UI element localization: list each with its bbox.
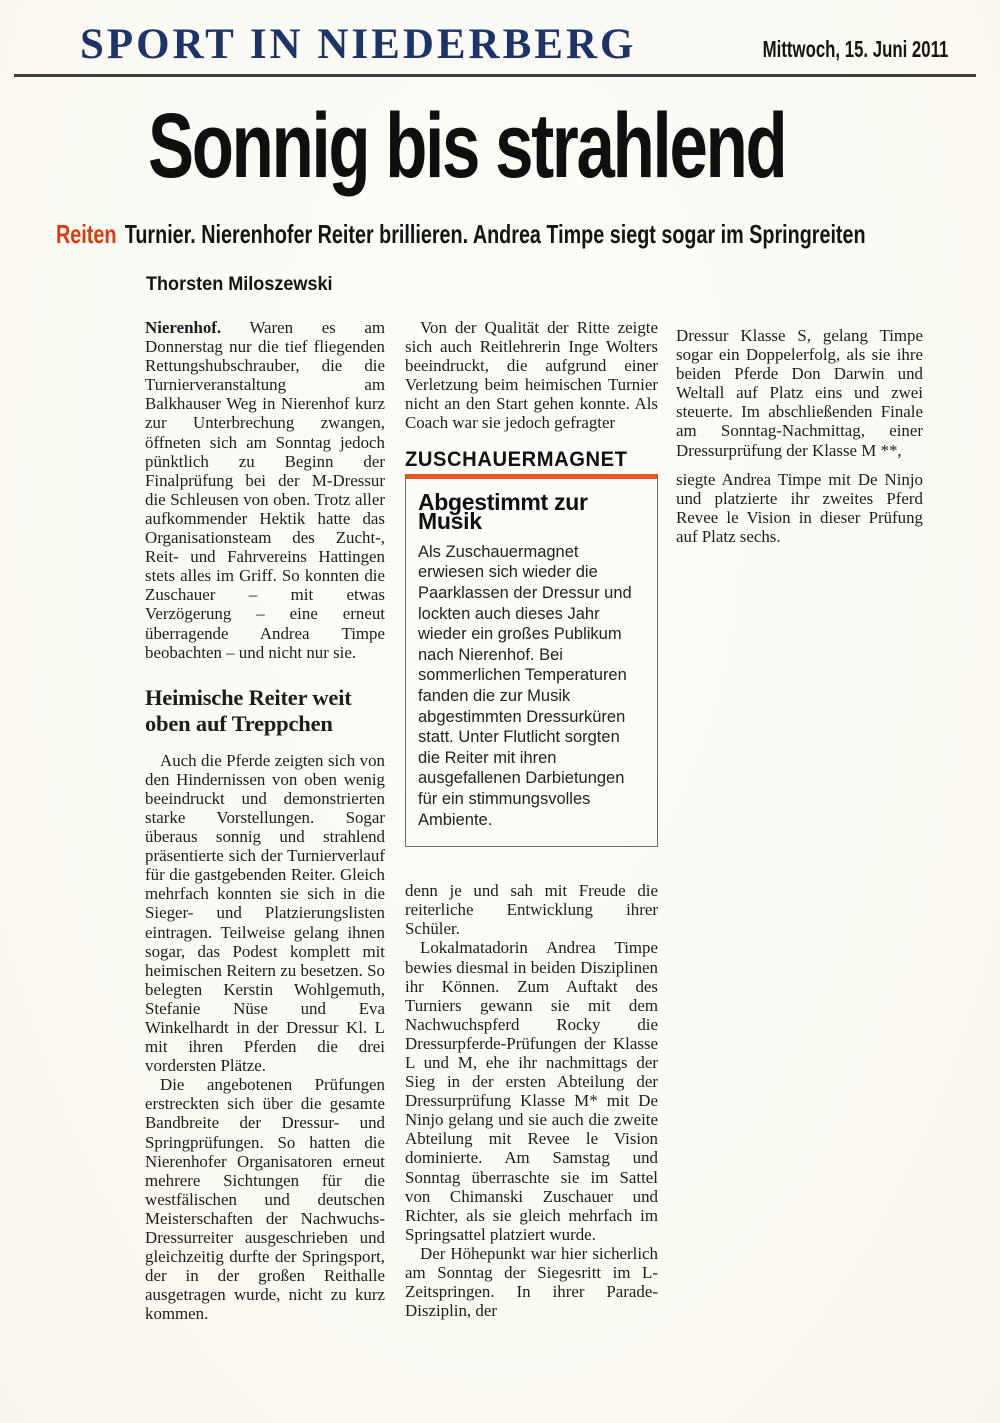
kicker-category: Reiten xyxy=(56,219,117,249)
article-paragraph: Lokalmatadorin Andrea Timpe bewies diesmal in beiden Disziplinen ihr Können. Zum Auftakt des Turniers gewann sie mit dem Nachwuchspferd Rocky die Dressurpferde-Prüfungen der Klasse L und M, ehe ihr nachmittags der Sieg in der ersten Abteilung der Dressurprüfung Klasse M* mit De Ninjo gelang und sie auch die zweite Abteilung mit Revee le Vision dominierte. Am Samstag und Sonntag überraschte sie im Sattel von Chimanski Zuschauer und Richter, als sie gleich mehrfach im Springsattel platziert wurde. xyxy=(405,938,658,1244)
byline: Thorsten Miloszewski xyxy=(146,274,333,295)
paragraph-lead xyxy=(145,318,385,662)
infobox-kicker: ZUSCHAUERMAGNET xyxy=(405,447,628,471)
section-title: SPORT IN NIEDERBERG xyxy=(80,21,637,68)
article-paragraph: siegte Andrea Timpe mit De Ninjo und platzierte ihr zweites Pferd Revee le Vision in dieser Prüfung auf Platz sechs. xyxy=(676,469,923,546)
article-paragraph: denn je und sah mit Freude die reiterliche Entwicklung ihrer Schüler. xyxy=(405,881,658,939)
infobox-title: Abgestimmt zur Musik xyxy=(418,488,588,534)
column-middle xyxy=(405,318,658,1320)
article-paragraph: Von der Qualität der Ritte zeigte sich auch Reitlehrerin Inge Wolters beeindruckt, die aufgrund einer Verletzung beim heimischen Turnier nicht an den Start gehen konnte. Als Coach war sie jedoch gefragter xyxy=(405,318,658,433)
article-paragraph: Die angebotenen Prüfungen erstreckten sich über die gesamte Bandbreite der Dressur- und Springprüfungen. So hatten die Nierenhofer Organisatoren erneut mehrere Sichtungen für die westfälischen und deutschen Meisterschaften der Nachwuchs-Dressurreiter ausgeschrieben und gleichzeitig durfte der Springsport, der in der großen Reithalle ausgetragen wurde, nicht zu kurz kommen. xyxy=(145,1075,385,1324)
column-left xyxy=(145,318,385,1324)
infobox-body: Als Zuschauermagnet erwiesen sich wieder die Paarklassen der Dressur und lockten auch dieses Jahr wieder ein großes Publikum nach Nierenhof. Bei sommerlichen Temperaturen fanden die zur Musik abgestimmten Dressurküren statt. Unter Flutlicht sorgten die Reiter mit ihren ausgefallenen Darbietungen für ein stimmungsvolles Ambiente. xyxy=(418,542,632,829)
kicker-text: Turnier. Nierenhofer Reiter brillieren. Andrea Timpe siegt sogar im Springreiten xyxy=(124,219,866,249)
issue-date: Mittwoch, 15. Juni 2011 xyxy=(762,36,948,62)
lead-in-location: Nierenhof. xyxy=(145,318,222,337)
lead-paragraph-text: Waren es am Donnerstag nur die tief fliegenden Rettungshubschrauber, die die Turnierveranstaltung am Balkhauser Weg in Nierenhof kurz zur Unterbrechung zwangen, öffneten sich am Sonntag jedoch pünktlich zu Beginn der Finalprüfung bei der M-Dressur die Schleusen von oben. Trotz aller aufkommender Hektik hatte das Organisationsteam des Zucht-, Reit- und Fahrvereins Hattingen stets alles im Griff. So konnten die Zuschauer – mit etwas Verzögerung – eine erneut überragende Andrea Timpe beobachten – und nicht nur sie. xyxy=(145,318,385,662)
masthead-rule xyxy=(14,74,976,77)
article-paragraph: Dressur Klasse S, gelang Timpe sogar ein Doppelerfolg, als sie ihre beiden Pferde Don Darwin und Weltall auf Platz eins und zwei steuerte. Im abschließenden Finale am Sonntag-Nachmittag, einer Dressurprüfung der Klasse M **, xyxy=(676,326,923,460)
article-headline: Sonnig bis strahlend xyxy=(148,95,786,197)
column-right xyxy=(676,326,923,546)
article-kicker xyxy=(56,219,866,250)
article-subhead: Heimische Reiter weit oben auf Treppchen xyxy=(145,684,352,736)
article-paragraph: Der Höhepunkt war hier sicherlich am Sonntag der Siegesritt im L-Zeitspringen. In ihrer Parade-Disziplin, der xyxy=(405,1243,658,1321)
infobox xyxy=(405,474,658,848)
article-paragraph: Auch die Pferde zeigten sich von den Hindernissen von oben wenig beeindruckt und demonstrierten starke Vorstellungen. Sogar überaus sonnig und strahlend präsentierte sich der Turnierverlauf für die gastgebenden Reiter. Gleich mehrfach konnten sie sich in die Sieger- und Platzierungslisten eintragen. Teilweise gelang ihnen sogar, das Podest komplett mit heimischen Reitern zu besetzen. So belegten Kerstin Wohlgemuth, Stefanie Nüse und Eva Winkelhardt in der Dressur Kl. L mit ihren Pferden die drei vordersten Plätze. xyxy=(145,750,385,1076)
